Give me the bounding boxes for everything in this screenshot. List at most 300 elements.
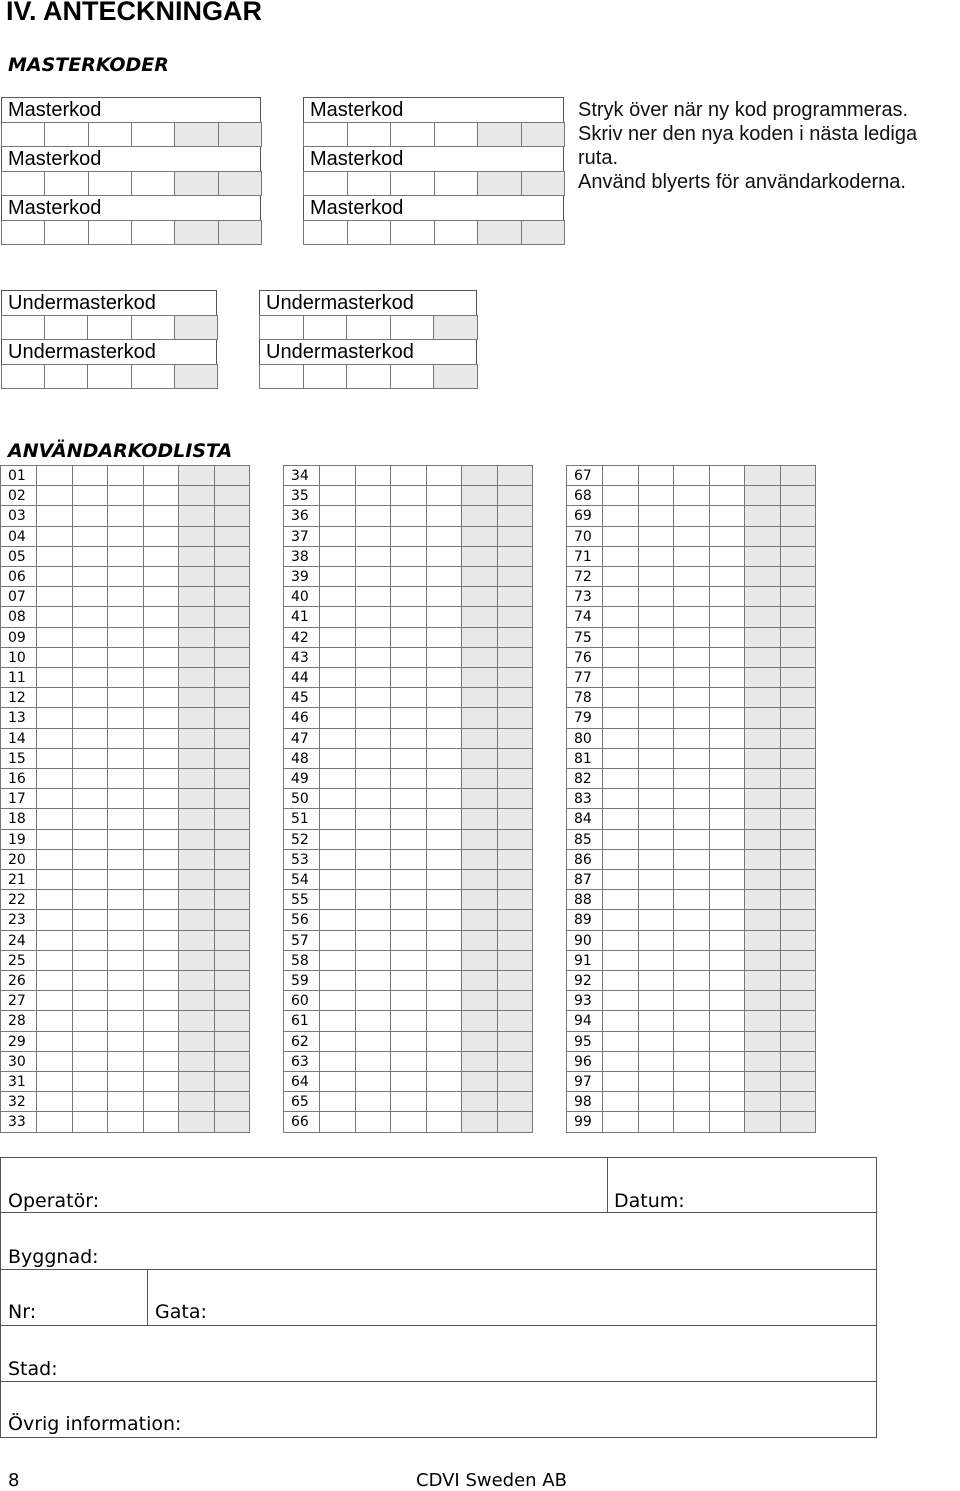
user-code-digit-cell[interactable] xyxy=(497,1071,534,1092)
user-code-digit-cell[interactable] xyxy=(107,526,144,547)
code-digit-cell[interactable] xyxy=(433,315,478,340)
user-code-digit-cell[interactable] xyxy=(426,707,463,728)
user-code-digit-cell[interactable] xyxy=(744,808,781,829)
user-code-digit-cell[interactable] xyxy=(72,990,109,1011)
user-code-digit-cell[interactable] xyxy=(178,808,215,829)
user-code-digit-cell[interactable] xyxy=(497,728,534,749)
user-code-digit-cell[interactable] xyxy=(461,1091,498,1112)
user-code-digit-cell[interactable] xyxy=(638,627,675,648)
user-code-digit-cell[interactable] xyxy=(744,889,781,910)
user-code-digit-cell[interactable] xyxy=(744,1071,781,1092)
user-code-digit-cell[interactable] xyxy=(36,849,73,870)
user-code-digit-cell[interactable] xyxy=(461,970,498,991)
user-code-digit-cell[interactable] xyxy=(355,465,392,486)
user-code-digit-cell[interactable] xyxy=(143,485,180,506)
user-code-digit-cell[interactable] xyxy=(780,768,817,789)
user-code-digit-cell[interactable] xyxy=(178,485,215,506)
user-code-digit-cell[interactable] xyxy=(72,930,109,951)
user-code-digit-cell[interactable] xyxy=(426,1051,463,1072)
user-code-digit-cell[interactable] xyxy=(426,687,463,708)
user-code-digit-cell[interactable] xyxy=(744,768,781,789)
user-code-digit-cell[interactable] xyxy=(638,768,675,789)
user-code-digit-cell[interactable] xyxy=(497,970,534,991)
user-code-digit-cell[interactable] xyxy=(497,829,534,850)
user-code-digit-cell[interactable] xyxy=(36,1091,73,1112)
user-code-digit-cell[interactable] xyxy=(36,728,73,749)
user-code-digit-cell[interactable] xyxy=(390,1010,427,1031)
user-code-digit-cell[interactable] xyxy=(143,889,180,910)
user-code-digit-cell[interactable] xyxy=(461,566,498,587)
user-code-digit-cell[interactable] xyxy=(355,667,392,688)
user-code-digit-cell[interactable] xyxy=(36,768,73,789)
code-digit-cell[interactable] xyxy=(44,122,88,147)
code-digit-cell[interactable] xyxy=(303,220,348,245)
user-code-digit-cell[interactable] xyxy=(602,627,639,648)
user-code-digit-cell[interactable] xyxy=(36,788,73,809)
user-code-digit-cell[interactable] xyxy=(390,586,427,607)
user-code-digit-cell[interactable] xyxy=(426,586,463,607)
user-code-digit-cell[interactable] xyxy=(36,627,73,648)
user-code-digit-cell[interactable] xyxy=(744,687,781,708)
user-code-digit-cell[interactable] xyxy=(602,687,639,708)
user-code-digit-cell[interactable] xyxy=(709,1071,746,1092)
user-code-digit-cell[interactable] xyxy=(36,1071,73,1092)
user-code-digit-cell[interactable] xyxy=(72,829,109,850)
user-code-digit-cell[interactable] xyxy=(602,829,639,850)
user-code-digit-cell[interactable] xyxy=(178,829,215,850)
user-code-digit-cell[interactable] xyxy=(497,566,534,587)
user-code-digit-cell[interactable] xyxy=(355,707,392,728)
code-digit-cell[interactable] xyxy=(218,122,262,147)
user-code-digit-cell[interactable] xyxy=(426,505,463,526)
user-code-digit-cell[interactable] xyxy=(780,687,817,708)
user-code-digit-cell[interactable] xyxy=(36,909,73,930)
code-digit-cell[interactable] xyxy=(174,122,218,147)
user-code-digit-cell[interactable] xyxy=(319,889,356,910)
user-code-digit-cell[interactable] xyxy=(744,586,781,607)
code-digit-cell[interactable] xyxy=(131,364,175,389)
code-digit-cell[interactable] xyxy=(434,122,479,147)
user-code-digit-cell[interactable] xyxy=(426,1111,463,1132)
user-code-digit-cell[interactable] xyxy=(602,546,639,567)
user-code-digit-cell[interactable] xyxy=(36,485,73,506)
user-code-digit-cell[interactable] xyxy=(319,667,356,688)
user-code-digit-cell[interactable] xyxy=(461,586,498,607)
user-code-digit-cell[interactable] xyxy=(497,930,534,951)
user-code-digit-cell[interactable] xyxy=(36,990,73,1011)
code-digit-cell[interactable] xyxy=(131,171,175,196)
user-code-digit-cell[interactable] xyxy=(319,950,356,971)
user-code-digit-cell[interactable] xyxy=(638,546,675,567)
user-code-digit-cell[interactable] xyxy=(390,930,427,951)
user-code-digit-cell[interactable] xyxy=(143,586,180,607)
user-code-digit-cell[interactable] xyxy=(390,505,427,526)
user-code-digit-cell[interactable] xyxy=(602,849,639,870)
user-code-digit-cell[interactable] xyxy=(497,808,534,829)
user-code-digit-cell[interactable] xyxy=(426,909,463,930)
code-digit-cell[interactable] xyxy=(44,171,88,196)
user-code-digit-cell[interactable] xyxy=(36,950,73,971)
user-code-digit-cell[interactable] xyxy=(178,687,215,708)
user-code-digit-cell[interactable] xyxy=(214,768,251,789)
user-code-digit-cell[interactable] xyxy=(497,606,534,627)
user-code-digit-cell[interactable] xyxy=(178,586,215,607)
user-code-digit-cell[interactable] xyxy=(709,1111,746,1132)
user-code-digit-cell[interactable] xyxy=(709,566,746,587)
user-code-digit-cell[interactable] xyxy=(709,909,746,930)
user-code-digit-cell[interactable] xyxy=(214,1071,251,1092)
user-code-digit-cell[interactable] xyxy=(214,869,251,890)
user-code-digit-cell[interactable] xyxy=(461,768,498,789)
user-code-digit-cell[interactable] xyxy=(355,627,392,648)
user-code-digit-cell[interactable] xyxy=(355,1111,392,1132)
code-digit-cell[interactable] xyxy=(88,171,132,196)
user-code-digit-cell[interactable] xyxy=(673,728,710,749)
user-code-digit-cell[interactable] xyxy=(673,1031,710,1052)
user-code-digit-cell[interactable] xyxy=(36,869,73,890)
user-code-digit-cell[interactable] xyxy=(214,889,251,910)
user-code-digit-cell[interactable] xyxy=(36,586,73,607)
user-code-digit-cell[interactable] xyxy=(602,667,639,688)
user-code-digit-cell[interactable] xyxy=(72,1091,109,1112)
code-digit-cell[interactable] xyxy=(347,171,392,196)
user-code-digit-cell[interactable] xyxy=(744,970,781,991)
code-digit-cell[interactable] xyxy=(174,364,218,389)
user-code-digit-cell[interactable] xyxy=(426,485,463,506)
user-code-digit-cell[interactable] xyxy=(355,869,392,890)
user-code-digit-cell[interactable] xyxy=(390,909,427,930)
user-code-digit-cell[interactable] xyxy=(214,829,251,850)
user-code-digit-cell[interactable] xyxy=(638,970,675,991)
code-digit-cell[interactable] xyxy=(1,364,45,389)
user-code-digit-cell[interactable] xyxy=(319,869,356,890)
code-digit-cell[interactable] xyxy=(1,171,45,196)
user-code-digit-cell[interactable] xyxy=(709,970,746,991)
user-code-digit-cell[interactable] xyxy=(36,526,73,547)
user-code-digit-cell[interactable] xyxy=(214,647,251,668)
user-code-digit-cell[interactable] xyxy=(178,849,215,870)
user-code-digit-cell[interactable] xyxy=(107,1111,144,1132)
user-code-digit-cell[interactable] xyxy=(143,909,180,930)
user-code-digit-cell[interactable] xyxy=(36,566,73,587)
user-code-digit-cell[interactable] xyxy=(673,788,710,809)
user-code-digit-cell[interactable] xyxy=(107,728,144,749)
user-code-digit-cell[interactable] xyxy=(390,465,427,486)
user-code-digit-cell[interactable] xyxy=(107,1031,144,1052)
user-code-digit-cell[interactable] xyxy=(319,647,356,668)
user-code-digit-cell[interactable] xyxy=(780,990,817,1011)
user-code-digit-cell[interactable] xyxy=(319,1031,356,1052)
user-code-digit-cell[interactable] xyxy=(709,808,746,829)
user-code-digit-cell[interactable] xyxy=(319,768,356,789)
user-code-digit-cell[interactable] xyxy=(673,707,710,728)
code-digit-cell[interactable] xyxy=(131,315,175,340)
user-code-digit-cell[interactable] xyxy=(143,1111,180,1132)
code-digit-cell[interactable] xyxy=(1,122,45,147)
user-code-digit-cell[interactable] xyxy=(744,606,781,627)
user-code-digit-cell[interactable] xyxy=(638,728,675,749)
user-code-digit-cell[interactable] xyxy=(497,627,534,648)
user-code-digit-cell[interactable] xyxy=(214,627,251,648)
user-code-digit-cell[interactable] xyxy=(602,869,639,890)
user-code-digit-cell[interactable] xyxy=(319,1051,356,1072)
user-code-digit-cell[interactable] xyxy=(178,788,215,809)
code-digit-cell[interactable] xyxy=(477,220,522,245)
user-code-digit-cell[interactable] xyxy=(214,566,251,587)
user-code-digit-cell[interactable] xyxy=(355,526,392,547)
user-code-digit-cell[interactable] xyxy=(214,687,251,708)
user-code-digit-cell[interactable] xyxy=(461,526,498,547)
user-code-digit-cell[interactable] xyxy=(461,667,498,688)
user-code-digit-cell[interactable] xyxy=(143,829,180,850)
user-code-digit-cell[interactable] xyxy=(638,647,675,668)
user-code-digit-cell[interactable] xyxy=(319,849,356,870)
user-code-digit-cell[interactable] xyxy=(214,526,251,547)
user-code-digit-cell[interactable] xyxy=(143,1051,180,1072)
user-code-digit-cell[interactable] xyxy=(143,990,180,1011)
user-code-digit-cell[interactable] xyxy=(390,687,427,708)
user-code-digit-cell[interactable] xyxy=(319,505,356,526)
user-code-digit-cell[interactable] xyxy=(673,687,710,708)
user-code-digit-cell[interactable] xyxy=(390,990,427,1011)
user-code-digit-cell[interactable] xyxy=(107,667,144,688)
user-code-digit-cell[interactable] xyxy=(638,707,675,728)
user-code-digit-cell[interactable] xyxy=(72,687,109,708)
user-code-digit-cell[interactable] xyxy=(390,950,427,971)
user-code-digit-cell[interactable] xyxy=(638,1010,675,1031)
user-code-digit-cell[interactable] xyxy=(709,889,746,910)
user-code-digit-cell[interactable] xyxy=(497,1111,534,1132)
user-code-digit-cell[interactable] xyxy=(319,1010,356,1031)
user-code-digit-cell[interactable] xyxy=(72,970,109,991)
user-code-digit-cell[interactable] xyxy=(355,930,392,951)
user-code-digit-cell[interactable] xyxy=(638,667,675,688)
user-code-digit-cell[interactable] xyxy=(461,748,498,769)
user-code-digit-cell[interactable] xyxy=(709,1051,746,1072)
user-code-digit-cell[interactable] xyxy=(497,849,534,870)
user-code-digit-cell[interactable] xyxy=(461,465,498,486)
user-code-digit-cell[interactable] xyxy=(744,990,781,1011)
user-code-digit-cell[interactable] xyxy=(709,505,746,526)
user-code-digit-cell[interactable] xyxy=(390,667,427,688)
user-code-digit-cell[interactable] xyxy=(709,465,746,486)
user-code-digit-cell[interactable] xyxy=(143,930,180,951)
user-code-digit-cell[interactable] xyxy=(673,505,710,526)
user-code-digit-cell[interactable] xyxy=(744,647,781,668)
user-code-digit-cell[interactable] xyxy=(355,808,392,829)
user-code-digit-cell[interactable] xyxy=(461,505,498,526)
user-code-digit-cell[interactable] xyxy=(319,930,356,951)
user-code-digit-cell[interactable] xyxy=(673,667,710,688)
code-digit-cell[interactable] xyxy=(521,122,566,147)
user-code-digit-cell[interactable] xyxy=(143,950,180,971)
user-code-digit-cell[interactable] xyxy=(390,970,427,991)
user-code-digit-cell[interactable] xyxy=(780,465,817,486)
user-code-digit-cell[interactable] xyxy=(178,970,215,991)
user-code-digit-cell[interactable] xyxy=(709,586,746,607)
user-code-digit-cell[interactable] xyxy=(178,990,215,1011)
user-code-digit-cell[interactable] xyxy=(72,950,109,971)
user-code-digit-cell[interactable] xyxy=(143,808,180,829)
code-digit-cell[interactable] xyxy=(87,315,131,340)
user-code-digit-cell[interactable] xyxy=(497,950,534,971)
user-code-digit-cell[interactable] xyxy=(497,1031,534,1052)
user-code-digit-cell[interactable] xyxy=(36,606,73,627)
user-code-digit-cell[interactable] xyxy=(497,546,534,567)
user-code-digit-cell[interactable] xyxy=(143,526,180,547)
user-code-digit-cell[interactable] xyxy=(461,728,498,749)
user-code-digit-cell[interactable] xyxy=(673,485,710,506)
code-digit-cell[interactable] xyxy=(1,315,45,340)
user-code-digit-cell[interactable] xyxy=(143,505,180,526)
user-code-digit-cell[interactable] xyxy=(780,869,817,890)
user-code-digit-cell[interactable] xyxy=(426,829,463,850)
user-code-digit-cell[interactable] xyxy=(602,909,639,930)
user-code-digit-cell[interactable] xyxy=(107,788,144,809)
user-code-digit-cell[interactable] xyxy=(390,768,427,789)
user-code-digit-cell[interactable] xyxy=(107,546,144,567)
user-code-digit-cell[interactable] xyxy=(744,728,781,749)
user-code-digit-cell[interactable] xyxy=(497,586,534,607)
user-code-digit-cell[interactable] xyxy=(709,647,746,668)
user-code-digit-cell[interactable] xyxy=(602,566,639,587)
user-code-digit-cell[interactable] xyxy=(638,808,675,829)
user-code-digit-cell[interactable] xyxy=(390,546,427,567)
user-code-digit-cell[interactable] xyxy=(638,1031,675,1052)
user-code-digit-cell[interactable] xyxy=(673,1071,710,1092)
user-code-digit-cell[interactable] xyxy=(319,970,356,991)
user-code-digit-cell[interactable] xyxy=(143,687,180,708)
user-code-digit-cell[interactable] xyxy=(709,849,746,870)
user-code-digit-cell[interactable] xyxy=(709,687,746,708)
user-code-digit-cell[interactable] xyxy=(143,647,180,668)
user-code-digit-cell[interactable] xyxy=(497,1010,534,1031)
user-code-digit-cell[interactable] xyxy=(72,566,109,587)
user-code-digit-cell[interactable] xyxy=(638,485,675,506)
user-code-digit-cell[interactable] xyxy=(426,950,463,971)
user-code-digit-cell[interactable] xyxy=(355,849,392,870)
user-code-digit-cell[interactable] xyxy=(214,546,251,567)
user-code-digit-cell[interactable] xyxy=(426,930,463,951)
user-code-digit-cell[interactable] xyxy=(638,1111,675,1132)
user-code-digit-cell[interactable] xyxy=(178,627,215,648)
user-code-digit-cell[interactable] xyxy=(709,728,746,749)
user-code-digit-cell[interactable] xyxy=(780,1091,817,1112)
code-digit-cell[interactable] xyxy=(131,122,175,147)
user-code-digit-cell[interactable] xyxy=(107,606,144,627)
user-code-digit-cell[interactable] xyxy=(107,748,144,769)
user-code-digit-cell[interactable] xyxy=(461,485,498,506)
user-code-digit-cell[interactable] xyxy=(744,869,781,890)
user-code-digit-cell[interactable] xyxy=(178,1071,215,1092)
user-code-digit-cell[interactable] xyxy=(107,990,144,1011)
user-code-digit-cell[interactable] xyxy=(426,465,463,486)
code-digit-cell[interactable] xyxy=(174,171,218,196)
code-digit-cell[interactable] xyxy=(44,315,88,340)
user-code-digit-cell[interactable] xyxy=(673,526,710,547)
user-code-digit-cell[interactable] xyxy=(319,606,356,627)
user-code-digit-cell[interactable] xyxy=(107,687,144,708)
user-code-digit-cell[interactable] xyxy=(72,849,109,870)
user-code-digit-cell[interactable] xyxy=(143,1091,180,1112)
user-code-digit-cell[interactable] xyxy=(602,1071,639,1092)
user-code-digit-cell[interactable] xyxy=(107,970,144,991)
user-code-digit-cell[interactable] xyxy=(602,606,639,627)
user-code-digit-cell[interactable] xyxy=(143,627,180,648)
user-code-digit-cell[interactable] xyxy=(497,465,534,486)
user-code-digit-cell[interactable] xyxy=(673,970,710,991)
user-code-digit-cell[interactable] xyxy=(744,505,781,526)
user-code-digit-cell[interactable] xyxy=(36,970,73,991)
user-code-digit-cell[interactable] xyxy=(143,849,180,870)
code-digit-cell[interactable] xyxy=(131,220,175,245)
user-code-digit-cell[interactable] xyxy=(673,849,710,870)
user-code-digit-cell[interactable] xyxy=(143,748,180,769)
user-code-digit-cell[interactable] xyxy=(673,606,710,627)
user-code-digit-cell[interactable] xyxy=(461,1010,498,1031)
user-code-digit-cell[interactable] xyxy=(673,566,710,587)
user-code-digit-cell[interactable] xyxy=(355,606,392,627)
user-code-digit-cell[interactable] xyxy=(178,465,215,486)
user-code-digit-cell[interactable] xyxy=(673,889,710,910)
user-code-digit-cell[interactable] xyxy=(461,869,498,890)
user-code-digit-cell[interactable] xyxy=(426,849,463,870)
user-code-digit-cell[interactable] xyxy=(602,505,639,526)
user-code-digit-cell[interactable] xyxy=(780,505,817,526)
user-code-digit-cell[interactable] xyxy=(107,950,144,971)
user-code-digit-cell[interactable] xyxy=(497,687,534,708)
user-code-digit-cell[interactable] xyxy=(107,566,144,587)
user-code-digit-cell[interactable] xyxy=(426,889,463,910)
user-code-digit-cell[interactable] xyxy=(355,505,392,526)
user-code-digit-cell[interactable] xyxy=(673,1051,710,1072)
user-code-digit-cell[interactable] xyxy=(461,606,498,627)
user-code-digit-cell[interactable] xyxy=(178,1010,215,1031)
user-code-digit-cell[interactable] xyxy=(602,1111,639,1132)
code-digit-cell[interactable] xyxy=(218,171,262,196)
user-code-digit-cell[interactable] xyxy=(319,627,356,648)
user-code-digit-cell[interactable] xyxy=(355,1031,392,1052)
user-code-digit-cell[interactable] xyxy=(355,1010,392,1031)
user-code-digit-cell[interactable] xyxy=(497,869,534,890)
user-code-digit-cell[interactable] xyxy=(426,1010,463,1031)
user-code-digit-cell[interactable] xyxy=(214,1111,251,1132)
user-code-digit-cell[interactable] xyxy=(390,1031,427,1052)
user-code-digit-cell[interactable] xyxy=(638,829,675,850)
user-code-digit-cell[interactable] xyxy=(744,1031,781,1052)
user-code-digit-cell[interactable] xyxy=(72,788,109,809)
byggnad-row[interactable] xyxy=(0,1212,877,1270)
user-code-digit-cell[interactable] xyxy=(673,930,710,951)
user-code-digit-cell[interactable] xyxy=(319,788,356,809)
user-code-digit-cell[interactable] xyxy=(638,606,675,627)
user-code-digit-cell[interactable] xyxy=(72,1051,109,1072)
user-code-digit-cell[interactable] xyxy=(355,1071,392,1092)
code-digit-cell[interactable] xyxy=(434,220,479,245)
user-code-digit-cell[interactable] xyxy=(214,1091,251,1112)
user-code-digit-cell[interactable] xyxy=(497,526,534,547)
code-digit-cell[interactable] xyxy=(433,364,478,389)
user-code-digit-cell[interactable] xyxy=(107,909,144,930)
user-code-digit-cell[interactable] xyxy=(461,1031,498,1052)
user-code-digit-cell[interactable] xyxy=(107,849,144,870)
user-code-digit-cell[interactable] xyxy=(355,889,392,910)
user-code-digit-cell[interactable] xyxy=(638,505,675,526)
user-code-digit-cell[interactable] xyxy=(107,768,144,789)
user-code-digit-cell[interactable] xyxy=(36,546,73,567)
user-code-digit-cell[interactable] xyxy=(673,990,710,1011)
user-code-digit-cell[interactable] xyxy=(709,1091,746,1112)
